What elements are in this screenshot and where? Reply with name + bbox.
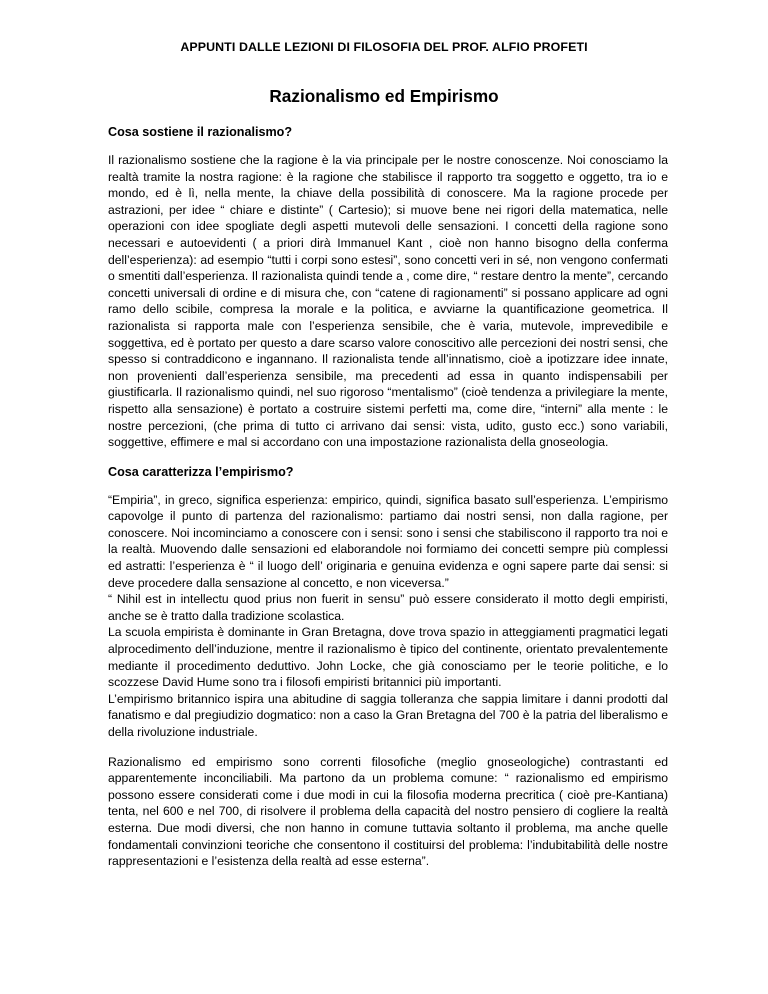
page-header: APPUNTI DALLE LEZIONI DI FILOSOFIA DEL PROF. ALFIO PROFETI — [180, 40, 588, 54]
section-conclusion — [108, 754, 668, 870]
paragraph-rationalism: Il razionalismo sostiene che la ragione è la via principale per le nostre conoscenze. Noi conosciamo la realtà tramite la nostra ragione: è la ragione che stabilisce il rapporto tra soggetto e oggetto, tra io e mondo, ed è lì, nella mente, la chiave della possibilità di conoscere. Ma la ragione procede per astrazioni, per idee “ chiare e distinte” ( Cartesio); si muove bene nei rigori della matematica, nelle operazioni con idee spogliate degli aspetti mutevoli delle sensazioni. I concetti della ragione sono necessari e autoevidenti ( a priori dirà Immanuel Kant , cioè non hanno bisogno della conferma dell’esperienza): ad esempio “tutti i corpi sono estesi”, sono concetti veri in sé, non vengono confermati o smentiti dall’esperienza. Il razionalista quindi tende a , come dire, “ restare dentro la mente”, cercando concetti universali di ordine e di misura che, con “catene di ragionamenti” si possano applicare ad ogni ramo dello scibile, compresa la morale e la politica, e avviarne la quantificazione geometrica. Il razionalista si rapporta male con l’esperienza sensibile, che è varia, mutevole, imprevedibile e soggettiva, ed è portato per questo a dare scarso valore conoscitivo alle percezioni dei nostri sensi, che spesso si contraddicono e ingannano. Il razionalista tende all’innatismo, cioè a ipotizzare idee innate, non provenienti dall’esperienza sensibile, ma precedenti ad essa in quanto indispensabili per giustificarla. Il razionalismo quindi, nel suo rigoroso “mentalismo” (cioè tendenza a privilegiare la mente, rispetto alla sensazione) è portato a costruire sistemi perfetti ma, come dire, “interni” alla mente : le nostre percezioni, (che prima di tutto ci arrivano dai sensi: vista, udito, gusto ecc.) sono variabili, soggettive, effimere e mal si accordano con una impostazione razionalista della gnoseologia. — [108, 153, 668, 450]
document-title: Razionalismo ed Empirismo — [269, 86, 499, 106]
paragraph-empiricism-definition: “Empiria”, in greco, significa esperienza: empirico, quindi, significa basato sull’esperienza. L’empirismo capovolge il punto di partenza del razionalismo: partiamo dai nostri sensi, non dalla ragione, per conoscere. Noi incominciamo a conoscere con i sensi: sono i sensi che stabiliscono il rapporto tra noi e la realtà. Muovendo dalle sensazioni ed elaborandole noi formiamo dei concetti sempre più complessi ed astratti: l’esperienza è “ il luogo dell’ originaria e genuina evidenza e ogni sapere parte dai sensi: si deve procedere dalla sensazione al concetto, e non viceversa.” — [108, 492, 668, 590]
paragraph-empiricism-motto: “ Nihil est in intellectu quod prius non fuerit in sensu” può essere considerato il motto degli empiristi, anche se è tratto dalla tradizione scolastica. — [108, 592, 668, 623]
section-rationalism — [108, 124, 668, 451]
paragraph-empiricism-britain: La scuola empirista è dominante in Gran Bretagna, dove trova spazio in atteggiamenti pragmatici legati alprocedimento dell’induzione, mentre il razionalismo è tipico del continente, orientato prevalentemente mediante il procedimento deduttivo. John Locke, che già conosciamo per le teorie politiche, e lo scozzese David Hume sono tra i filosofi empiristi britannici più importanti. — [108, 625, 668, 690]
section-heading-empiricism: Cosa caratterizza l’empirismo? — [108, 464, 294, 479]
section-heading-rationalism: Cosa sostiene il razionalismo? — [108, 125, 293, 139]
section-empiricism — [108, 464, 668, 741]
document-body — [108, 124, 668, 883]
paragraph-empiricism-tolerance: L’empirismo britannico ispira una abitudine di saggia tolleranza che sappia limitare i danni prodotti dal fanatismo e dal pregiudizio dogmatico: non a caso la Gran Bretagna del 700 è la patria del liberalismo e della rivoluzione industriale. — [108, 691, 668, 739]
paragraph-conclusion: Razionalismo ed empirismo sono correnti filosofiche (meglio gnoseologiche) contrastanti ed apparentemente inconciliabili. Ma partono da un problema comune: “ razionalismo ed empirismo possono essere considerati come i due modi in cui la filosofia moderna precritica ( cioè pre-Kantiana) tenta, nel 600 e nel 700, di risolvere il problema della capacità del nostro pensiero di cogliere la realtà esterna. Due modi diversi, che non hanno in comune tuttavia soltanto il problema, ma anche quelle fondamentali convinzioni teoriche che consentono il costituirsi del problema: l’indubitabilità delle nostre rappresentazioni e l’esistenza della realtà ad esse esterna”. — [108, 754, 668, 869]
